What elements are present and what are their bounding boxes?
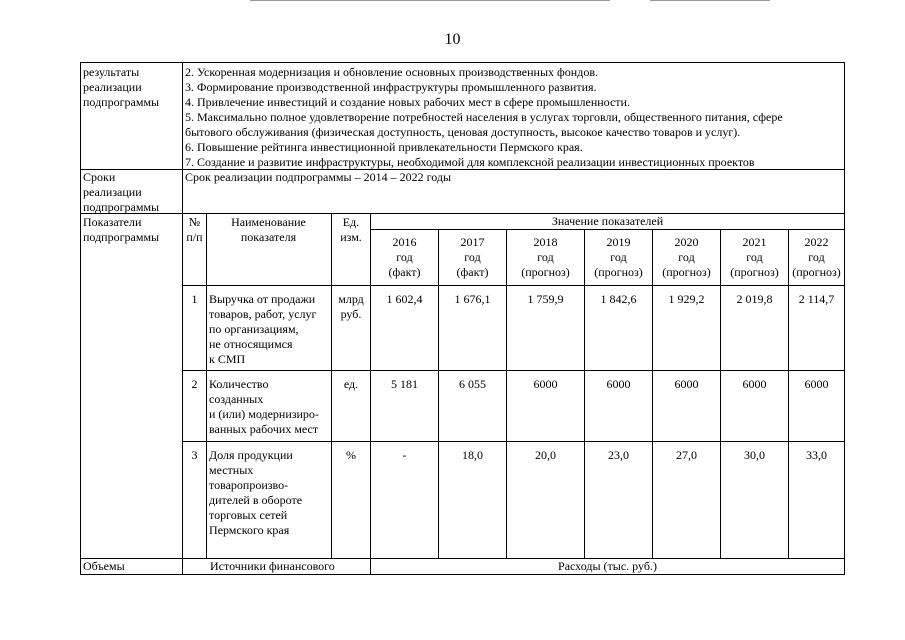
indicator-name-line: товаров, работ, услуг	[209, 307, 317, 321]
indicator-value: 6000	[606, 377, 631, 391]
year-header-line: 2019	[606, 235, 631, 249]
indicator-name-line: местных	[209, 463, 254, 477]
indicator-value: 2 114,7	[798, 292, 835, 306]
indicator-value: 33,0	[806, 448, 827, 462]
indicator-name-line: Выручка от продажи	[209, 292, 316, 306]
row-number: 1	[191, 292, 198, 306]
indicator-value: 23,0	[608, 448, 629, 462]
indicator-name-line: к СМП	[209, 352, 246, 366]
indicator-unit-line: ед.	[343, 377, 359, 391]
results-item: 5. Максимально полное удовлетворение потребностей населения в услугах торговли, общественного питания, сфере	[185, 110, 783, 124]
indicator-value: 20,0	[535, 448, 556, 462]
indicator-unit-line: %	[346, 448, 356, 462]
results-item: 4. Привлечение инвестиций и создание новых рабочих мест в сфере промышленности.	[185, 95, 630, 109]
label-line: результаты	[83, 65, 140, 79]
indicator-value: 1 929,2	[668, 292, 705, 306]
year-header-line: (факт)	[456, 265, 489, 279]
col-header-name: Наименование показателя	[231, 215, 306, 244]
year-header	[507, 235, 584, 280]
indicator-value: -	[402, 448, 407, 462]
col-header-values: Значение показателей	[551, 214, 664, 228]
year-header-line: год	[464, 250, 481, 264]
year-header-line: 2017	[460, 235, 485, 249]
indicator-name-line: Пермского края	[209, 523, 290, 537]
year-header-line: 2016	[392, 235, 417, 249]
rule	[182, 370, 845, 371]
indicator-value: 5 181	[391, 377, 418, 391]
label-line: подпрограммы	[83, 95, 160, 109]
indicator-name	[209, 292, 316, 367]
results-item: 2. Ускоренная модернизация и обновление основных производственных фондов.	[185, 65, 599, 79]
rule	[370, 229, 845, 230]
year-header	[653, 235, 720, 280]
results-item: 7. Создание и развитие инфраструктуры, необходимой для комплексной реализации инвестиционных проектов	[185, 155, 755, 169]
indicator-name-line: Доля продукции	[209, 448, 293, 462]
terms-text: Срок реализации подпрограммы – 2014 – 2022 годы	[185, 170, 452, 184]
year-header-line: год	[746, 250, 763, 264]
year-header-line: год	[678, 250, 695, 264]
year-header-line: год	[610, 250, 627, 264]
page-number: 10	[444, 31, 461, 48]
year-header	[439, 235, 506, 280]
indicators-label: Показатели подпрограммы	[83, 215, 160, 244]
year-header-line: год	[808, 250, 825, 264]
rule	[80, 62, 81, 575]
year-header	[721, 235, 788, 280]
indicator-name-line: по организациям,	[209, 322, 299, 336]
year-header	[789, 235, 844, 280]
indicator-value: 30,0	[744, 448, 765, 462]
year-header	[585, 235, 652, 280]
volumes-label: Объемы	[83, 559, 125, 573]
indicator-name-line: торговых сетей	[209, 508, 288, 522]
indicator-unit	[332, 448, 370, 463]
rule	[80, 574, 845, 575]
rule	[182, 285, 845, 286]
indicator-name-line: товаропроизво-	[209, 478, 289, 492]
indicator-name-line: и (или) модернизиро-	[209, 407, 319, 421]
indicator-value: 1 759,9	[527, 292, 564, 306]
label-line: Сроки	[83, 170, 116, 184]
year-header-line: год	[537, 250, 554, 264]
indicator-name-line: ванных рабочих мест	[209, 422, 319, 436]
year-header-line: (прогноз)	[662, 265, 711, 279]
year-header-line: 2018	[533, 235, 558, 249]
year-header-line: (прогноз)	[730, 265, 779, 279]
indicator-value: 6000	[804, 377, 829, 391]
indicator-value: 6000	[742, 377, 767, 391]
year-header-line: (прогноз)	[792, 265, 841, 279]
indicator-name-line: созданных	[209, 392, 264, 406]
year-header-line: (прогноз)	[521, 265, 570, 279]
scan-edge-line	[650, 0, 770, 1]
year-header-line: 2021	[742, 235, 767, 249]
col-header-unit: Ед. изм.	[340, 215, 362, 244]
indicator-name	[209, 377, 319, 437]
results-item: 6. Повышение рейтинга инвестиционной привлекательности Пермского края.	[185, 140, 583, 154]
rule	[182, 62, 183, 575]
results-list	[185, 65, 783, 170]
indicator-value: 6000	[533, 377, 558, 391]
expenses-header: Расходы (тыс. руб.)	[558, 559, 657, 573]
indicator-value: 1 676,1	[454, 292, 491, 306]
year-header-line: (факт)	[388, 265, 421, 279]
terms-label	[83, 170, 159, 215]
year-header-line: (прогноз)	[594, 265, 643, 279]
indicator-value: 1 602,4	[386, 292, 423, 306]
label-line: реализации	[83, 80, 142, 94]
row-number: 2	[191, 377, 198, 391]
year-header-line: год	[396, 250, 413, 264]
rule	[844, 62, 845, 575]
indicator-value: 2 019,8	[736, 292, 773, 306]
year-header	[371, 235, 438, 280]
label-line: реализации	[83, 185, 142, 199]
indicator-value: 6000	[674, 377, 699, 391]
rule	[182, 441, 845, 442]
rule	[206, 213, 207, 559]
label-line: подпрограммы	[83, 200, 160, 214]
indicator-value: 27,0	[676, 448, 697, 462]
indicator-name-line: не относящимся	[209, 337, 293, 351]
indicator-unit	[332, 292, 370, 322]
indicator-value: 18,0	[462, 448, 483, 462]
year-header-line: 2022	[804, 235, 829, 249]
results-item: 3. Формирование производственной инфраструктуры промышленного развития.	[185, 80, 597, 94]
indicator-unit-line: млрд	[338, 292, 364, 306]
col-header-num: № п/п	[186, 215, 203, 244]
year-header-line: 2020	[674, 235, 699, 249]
indicator-unit	[332, 377, 370, 392]
indicator-value: 6 055	[459, 377, 486, 391]
indicator-name-line: дителей в обороте	[209, 493, 303, 507]
row-number: 3	[191, 448, 198, 462]
rule	[80, 62, 845, 63]
indicator-name	[209, 448, 302, 538]
indicator-name-line: Количество	[209, 377, 269, 391]
results-label	[83, 65, 159, 110]
sources-header: Источники финансового	[210, 559, 335, 573]
scan-edge-line	[250, 0, 610, 1]
results-item: бытового обслуживания (физическая доступность, ценовая доступность, высокое качество товаров и услуг).	[185, 125, 741, 139]
indicator-value: 1 842,6	[600, 292, 637, 306]
indicator-unit-line: руб.	[340, 307, 362, 321]
